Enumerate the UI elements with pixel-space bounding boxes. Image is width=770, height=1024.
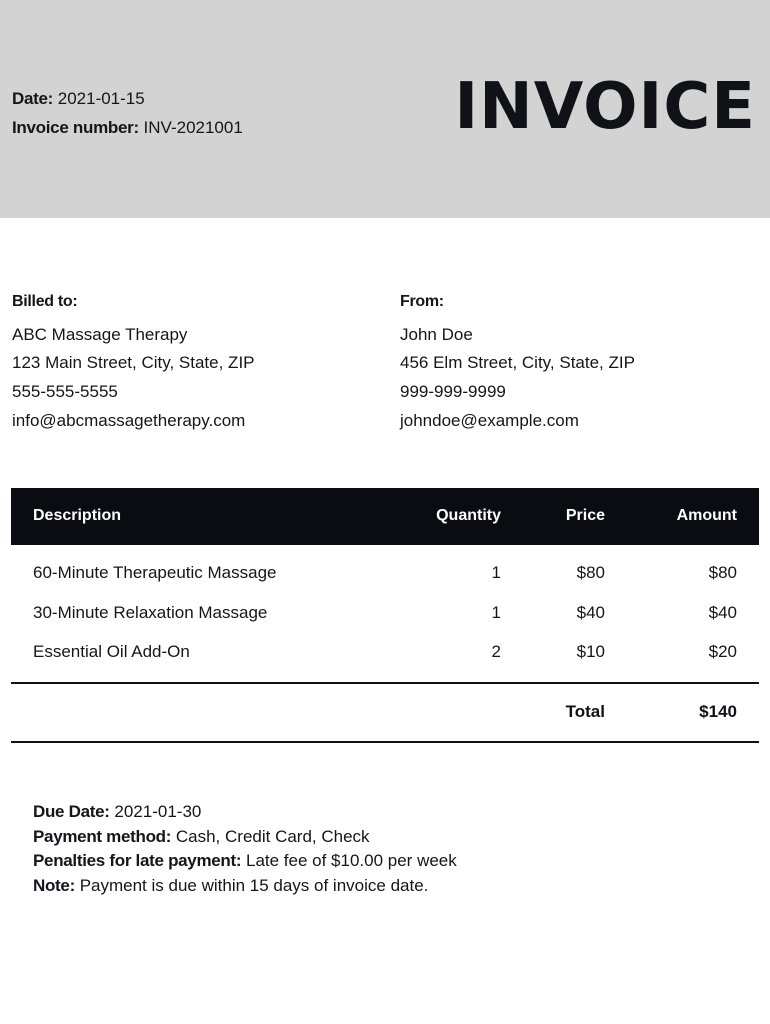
header-price: Price [565, 507, 605, 524]
billed-to-name: ABC Massage Therapy [12, 324, 188, 344]
from-label: From: [400, 293, 444, 310]
date-label: Date: [12, 89, 54, 108]
row-amount: $40 [708, 602, 737, 622]
header-quantity: Quantity [436, 507, 501, 524]
line-items [11, 554, 759, 673]
row-price: $10 [576, 642, 605, 662]
total-label: Total [565, 702, 605, 721]
divider-top [11, 682, 759, 684]
penalties-value: Late fee of $10.00 per week [245, 851, 457, 871]
note-label: Note: [33, 876, 75, 896]
note-value: Payment is due within 15 days of invoice date. [79, 876, 429, 896]
row-description: Essential Oil Add-On [33, 642, 190, 662]
date-row [12, 84, 243, 113]
row-price: $40 [576, 602, 605, 622]
table-row [11, 554, 759, 594]
row-description: 30-Minute Relaxation Massage [33, 602, 268, 622]
note-row [33, 874, 457, 899]
row-amount: $80 [708, 563, 737, 582]
invoice-meta [12, 84, 243, 142]
from-name: John Doe [400, 324, 473, 344]
table-row [11, 633, 759, 673]
due-date-row [33, 800, 457, 825]
invoice-number-label: Invoice number: [12, 118, 139, 137]
divider-bottom [11, 741, 759, 743]
total-row [11, 700, 759, 730]
payment-method-label: Payment method: [33, 826, 172, 846]
from-phone: 999-999-9999 [400, 382, 506, 402]
invoice-header [0, 0, 770, 218]
row-price: $80 [576, 563, 605, 582]
row-quantity: 1 [491, 602, 501, 622]
from-address: 456 Elm Street, City, State, ZIP [400, 353, 635, 373]
row-quantity: 1 [491, 563, 501, 582]
row-amount: $20 [708, 642, 737, 662]
penalties-row [33, 849, 457, 874]
total-value: $140 [699, 702, 737, 721]
table-header [11, 488, 759, 545]
row-quantity: 2 [491, 642, 501, 662]
header-amount: Amount [676, 507, 737, 524]
billed-to-label: Billed to: [12, 293, 78, 310]
due-date-label: Due Date: [33, 802, 110, 821]
row-description: 60-Minute Therapeutic Massage [33, 563, 277, 582]
billed-to-phone: 555-555-5555 [12, 382, 118, 402]
billed-to-email: info@abcmassagetherapy.com [12, 410, 246, 430]
payment-method-row [33, 825, 457, 850]
invoice-title: INVOICE [454, 70, 756, 144]
from-block [400, 288, 635, 436]
invoice-number-value: INV-2021001 [143, 118, 243, 137]
billed-to-block [12, 288, 255, 436]
header-description: Description [33, 507, 122, 524]
payment-method-value: Cash, Credit Card, Check [175, 826, 370, 846]
invoice-number-row [12, 113, 243, 142]
from-email: johndoe@example.com [400, 410, 579, 430]
payment-terms [33, 800, 457, 899]
date-value: 2021-01-15 [57, 89, 145, 108]
billed-to-address: 123 Main Street, City, State, ZIP [12, 353, 255, 373]
due-date-value: 2021-01-30 [114, 802, 202, 821]
table-row [11, 594, 759, 634]
penalties-label: Penalties for late payment: [33, 851, 242, 871]
